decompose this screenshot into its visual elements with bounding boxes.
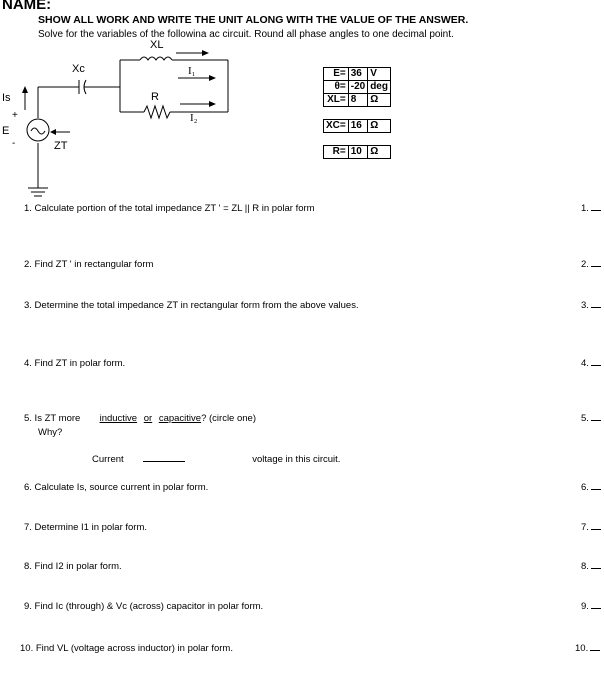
resistor-zigzag — [144, 106, 170, 118]
given-row-theta: θ= -20 deg — [324, 81, 391, 94]
inductor-coil — [140, 57, 172, 60]
choice-inductive[interactable]: inductive — [99, 413, 138, 424]
answer-2[interactable]: 2. — [581, 259, 601, 270]
label-xl: XL — [150, 39, 164, 51]
answer-4[interactable]: 4. — [581, 358, 601, 369]
ac-source-wave — [31, 128, 45, 134]
question-8: 8. Find I2 in polar form. — [24, 561, 122, 572]
question-2: 2. Find ZT ' in rectangular form — [24, 259, 154, 270]
label-is: Is — [2, 92, 11, 104]
answer-7[interactable]: 7. — [581, 522, 601, 533]
name-label: NAME: — [2, 0, 52, 13]
circuit-diagram — [0, 36, 604, 206]
label-xc: Xc — [72, 63, 85, 75]
answer-8[interactable]: 8. — [581, 561, 601, 572]
answer-5[interactable]: 5. — [581, 413, 601, 424]
label-minus: - — [12, 138, 16, 149]
ac-source — [27, 119, 49, 141]
current-voltage-blank[interactable] — [143, 461, 185, 462]
label-i1: I₁ — [188, 65, 196, 77]
question-4: 4. Find ZT in polar form. — [24, 358, 126, 369]
given-row-r: R= 10 Ω — [324, 146, 391, 159]
given-row-xc: XC= 16 Ω — [324, 120, 391, 133]
label-e: E — [2, 125, 10, 137]
label-zt: ZT — [54, 140, 68, 152]
given-row-xl: XL= 8 Ω — [324, 94, 391, 107]
question-3: 3. Determine the total impedance ZT in rectangular form from the above values. — [24, 300, 359, 311]
question-6: 6. Calculate Is, source current in polar form. — [24, 482, 209, 493]
question-9: 9. Find Ic (through) & Vc (across) capacitor in polar form. — [24, 601, 264, 612]
label-plus: + — [12, 110, 18, 121]
label-r: R — [151, 91, 159, 103]
given-row-e: E= 36 V — [324, 68, 391, 81]
answer-6[interactable]: 6. — [581, 482, 601, 493]
answer-10[interactable]: 10. — [575, 643, 600, 654]
question-5-why: Why? — [38, 427, 63, 438]
instructions: Solve for the variables of the followina ac circuit. Round all phase angles to one decimal point. — [38, 29, 454, 40]
label-i2: I₂ — [190, 112, 198, 124]
choice-capacitive[interactable]: capacitive — [158, 413, 202, 424]
answer-9[interactable]: 9. — [581, 601, 601, 612]
question-5: 5. Is ZT more inductive or capacitive? (circle one) — [24, 413, 256, 424]
current-voltage-line: Current voltage in this circuit. — [92, 454, 341, 465]
question-1: 1. Calculate portion of the total impedance ZT ' = ZL || R in polar form — [24, 203, 315, 214]
instructions-bold: SHOW ALL WORK AND WRITE THE UNIT ALONG WITH THE VALUE OF THE ANSWER. — [38, 14, 469, 26]
answer-1[interactable]: 1. — [581, 203, 601, 214]
question-7: 7. Determine I1 in polar form. — [24, 522, 148, 533]
given-values-table — [323, 67, 391, 159]
question-10: 10. Find VL (voltage across inductor) in polar form. — [20, 643, 233, 654]
answer-3[interactable]: 3. — [581, 300, 601, 311]
